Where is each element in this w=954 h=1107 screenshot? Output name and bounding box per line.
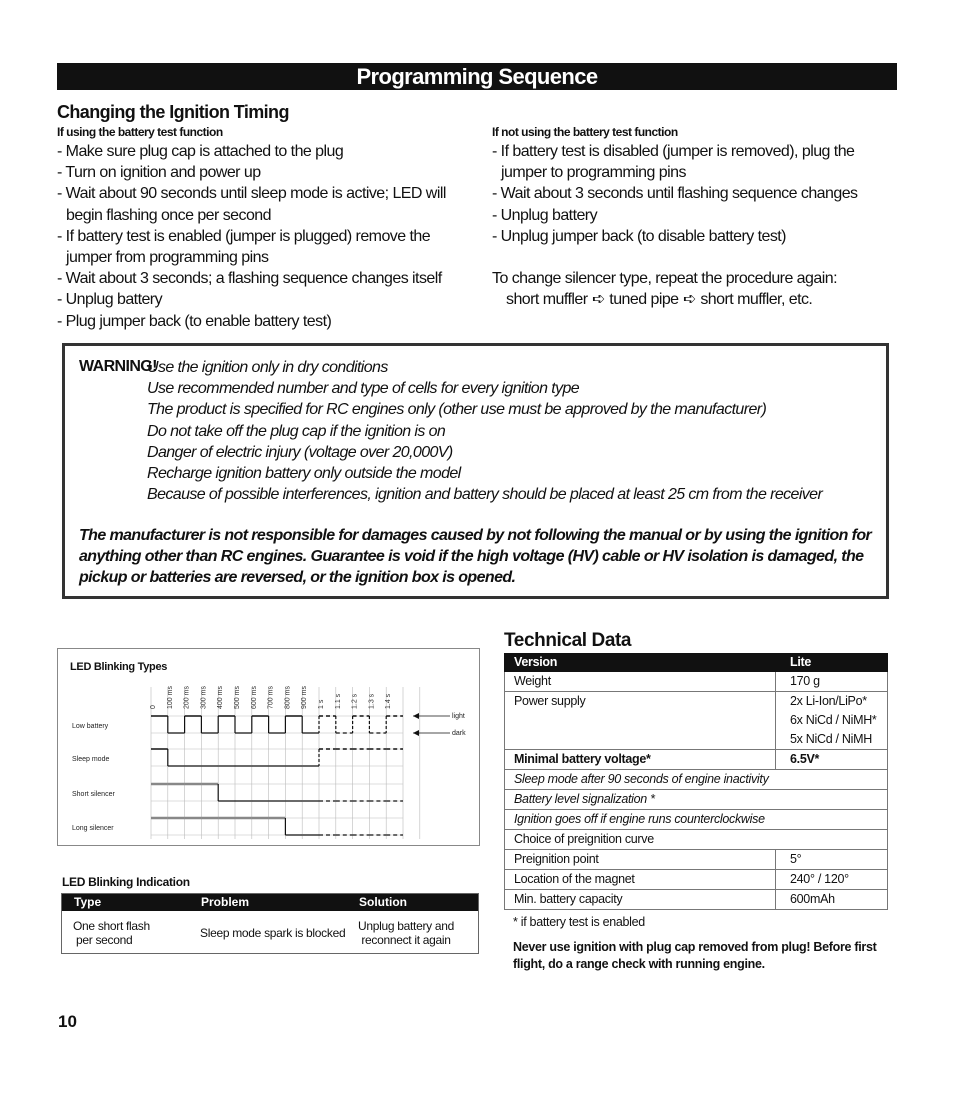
time-label: 1.4 s [385,693,393,709]
technical-data-heading: Technical Data [504,630,632,651]
silencer-step: short muffler, etc. [700,291,813,308]
arrow-head [413,713,419,719]
warning-item: The product is specified for RC engines only (other use must be approved by the manufacturer) [147,401,767,419]
row-value: 6.5V* [776,750,888,770]
row-value-multi [776,692,888,750]
left-subheading: If using the battery test function [57,125,223,139]
time-label: 600 ms [250,686,258,709]
warning-item: Recharge ignition battery only outside the model [147,465,461,483]
time-label: 200 ms [183,686,191,709]
silencer-step: tuned pipe [609,291,679,308]
warning-item: Use recommended number and type of cells for every ignition type [147,380,580,398]
dark-label: dark [452,730,466,737]
header-lite: Lite [776,654,888,672]
row-label: Sleep mode [72,756,110,763]
section-heading: Changing the Ignition Timing [57,102,289,122]
table-row [505,750,888,770]
time-label: 1 s [318,699,325,709]
row-feature: Sleep mode after 90 seconds of engine inactivity [505,770,888,790]
technical-footnote: * if battery test is enabled [513,915,645,929]
header-type: Type [74,895,102,909]
right-subheading: If not using the battery test function [492,125,678,139]
header-solution: Solution [359,895,407,909]
led-blinking-diagram [57,648,480,846]
row-label: Weight [505,672,776,692]
warning-item: Do not take off the plug cap if the ignition is on [147,422,446,440]
row-label: Low battery [72,723,109,730]
row-label: Preignition point [505,850,776,870]
right-step: - Wait about 3 seconds until flashing sequence changes [492,185,858,203]
table-row [505,810,888,830]
row-feature: Ignition goes off if engine runs counterclockwise [505,810,888,830]
warning-box [62,343,889,599]
indication-type-cell [73,919,150,947]
silencer-sequence [492,289,892,310]
led-timing-chart [58,649,479,845]
left-step: - If battery test is enabled (jumper is plugged) remove the jumper from programming pins [57,227,431,267]
light-label: light [452,713,465,720]
led-indication-title: LED Blinking Indication [62,875,190,889]
row-value-line: 5x NiCd / NiMH [790,732,872,746]
row-label: Power supply [505,692,776,750]
page-title: Programming Sequence [57,63,897,90]
time-label: 0 [150,705,157,709]
left-step: - Make sure plug cap is attached to the plug [57,143,344,160]
time-label: 1.3 s [368,693,376,709]
warning-item: Because of possible interferences, ignition and battery should be placed at least 25 cm from the receiver [147,486,823,504]
time-label: 1.1 s [334,693,342,709]
time-label: 300 ms [200,686,208,709]
row-value-line: 6x NiCd / NiMH* [790,713,877,727]
time-label: 900 ms [301,686,309,709]
page-number: 10 [58,1012,77,1031]
indication-solution-line: Unplug battery and [358,919,455,933]
arrow-right-icon: ➪ [591,291,605,308]
led-indication-header [62,894,478,911]
right-step: - Unplug jumper back (to disable battery test) [492,227,786,245]
row-label: Short silencer [72,791,115,798]
indication-solution-cell [358,919,454,947]
header-problem: Problem [201,895,250,909]
led-diagram-title: LED Blinking Types [70,661,168,673]
table-header-row [505,654,888,672]
right-step: - If battery test is disabled (jumper is removed), plug the jumper to programming pins [492,143,855,182]
left-step: - Wait about 90 seconds until sleep mode is active; LED will begin flashing once per second [57,185,446,224]
right-step: - Unplug battery [492,206,598,224]
header-version: Version [505,654,776,672]
table-row [505,830,888,850]
left-step: - Unplug battery [57,291,163,309]
time-label: 400 ms [217,686,225,709]
silencer-note [492,268,892,310]
row-label: Minimal battery voltage* [505,750,776,770]
row-feature: Choice of preignition curve [505,830,888,850]
row-value: 600mAh [776,890,888,910]
right-steps-list [492,141,897,247]
time-label: 1.2 s [351,693,359,709]
row-label: Long silencer [72,825,114,832]
technical-data-table [504,653,888,910]
table-row [505,790,888,810]
row-value-line: 2x Li-Ion/LiPo* [790,694,867,708]
left-step: - Plug jumper back (to enable battery test) [57,312,332,330]
table-row [505,672,888,692]
table-row [505,770,888,790]
row-value: 5° [776,850,888,870]
indication-type-line: One short flash [73,919,150,933]
arrow-right-icon: ➪ [683,291,696,308]
technical-warning: Never use ignition with plug cap removed from plug! Before first flight, do a range check with running engine. [513,940,877,971]
left-step: - Wait about 3 seconds; a flashing sequence changes itself [57,270,442,288]
row-label: Min. battery capacity [505,890,776,910]
row-label: Location of the magnet [505,870,776,890]
time-label: 700 ms [267,686,275,709]
row-value: 240° / 120° [776,870,888,890]
arrow-head [413,730,419,736]
left-steps-list [57,141,447,332]
time-label: 100 ms [166,686,174,709]
table-row [505,850,888,870]
silencer-note-text: To change silencer type, repeat the procedure again: [492,270,837,287]
time-label: 800 ms [284,686,292,709]
left-step: - Turn on ignition and power up [57,164,261,182]
warning-item: Use the ignition only in dry conditions [147,359,388,376]
row-feature: Battery level signalization * [505,790,888,810]
warning-list [147,357,822,505]
warning-item: Danger of electric injury (voltage over 20,000V) [147,443,453,461]
time-label: 500 ms [234,686,241,709]
indication-type-line: per second [76,933,133,947]
row-value: 170 g [776,672,888,692]
warning-disclaimer: The manufacturer is not responsible for damages caused by not following the manual or by using the ignition for anything other than RC engines. Guarantee is void if the high voltage (HV) cable or HV isolation is damaged, the pickup or batteries are reversed, or the ignition box is opened. [79,527,872,586]
led-indication-table [61,893,479,954]
table-row [505,890,888,910]
silencer-step: short muffler [506,291,588,308]
indication-problem-cell: Sleep mode spark is blocked [200,926,346,940]
indication-solution-line: reconnect it again [361,933,451,947]
table-row [505,870,888,890]
table-row [505,692,888,750]
warning-label: WARNING! [79,358,157,375]
